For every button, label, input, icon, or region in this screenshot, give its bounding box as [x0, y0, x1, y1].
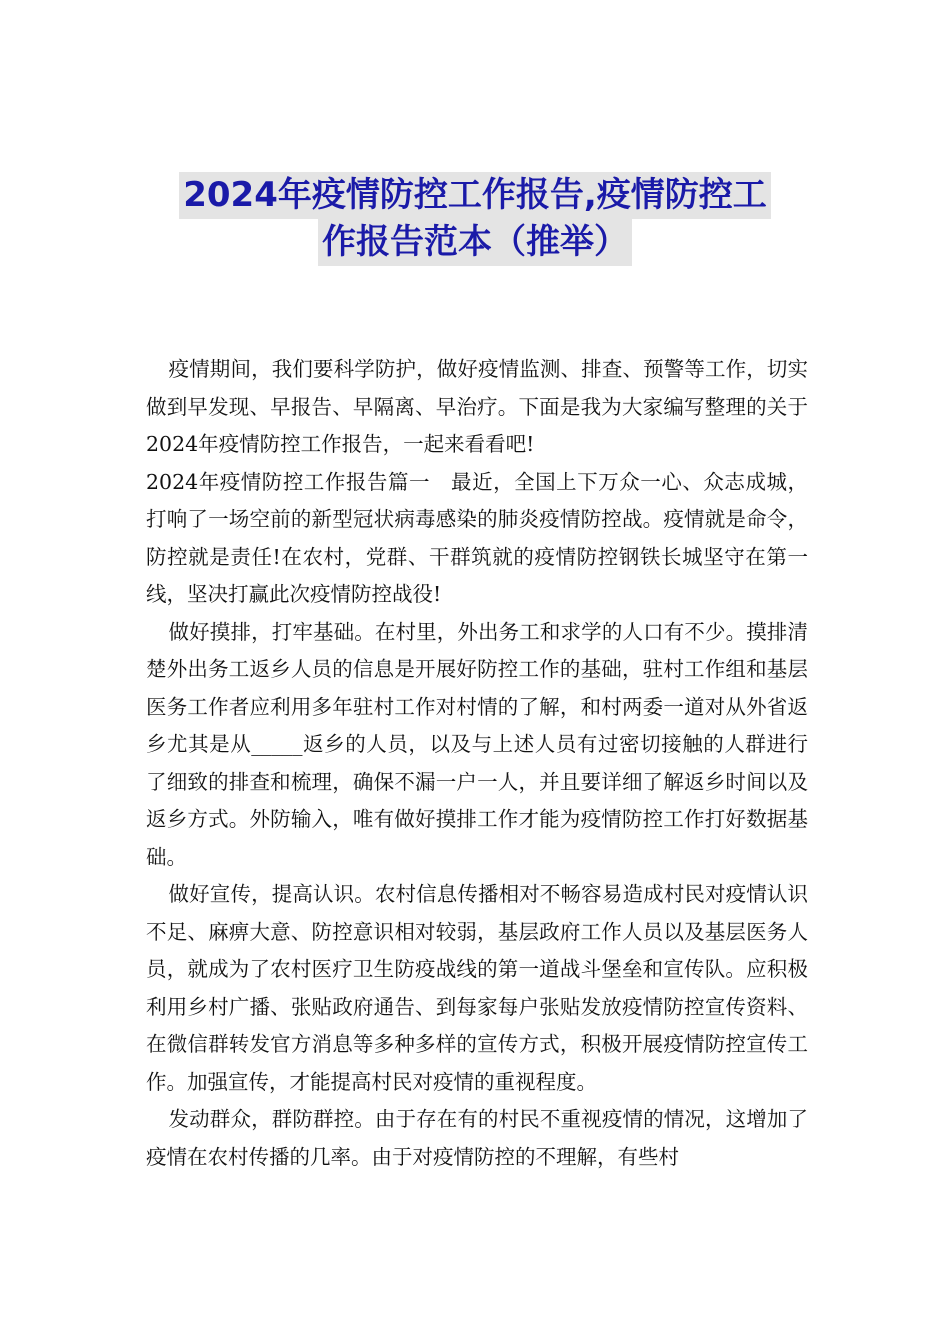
paragraph-survey: 做好摸排，打牢基础。在村里，外出务工和求学的人口有不少。摸排清楚外出务工返乡人员的信息是开展好防控工作的基础，驻村工作组和基层医务工作者应利用多年驻村工作对村情的了解，和村两委一道对从外省返乡尤其是从_____返乡的人员，以及与上述人员有过密切接触的人群进行了细致的排查和梳理，确保不漏一户一人，并且要详细了解返乡时间以及返乡方式。外防输入，唯有做好摸排工作才能为疫情防控工作打好数据基础。	[146, 619, 808, 869]
paragraph-section-one: 2024年疫情防控工作报告篇一 最近，全国上下万众一心、众志成城，打响了一场空前的新型冠状病毒感染的肺炎疫情防控战。疫情就是命令，防控就是责任!在农村，党群、干群筑就的疫情防控钢铁长城坚守在第一线，坚决打赢此次疫情防控战役!	[146, 469, 808, 606]
title-line-2: 作报告范本（推举）	[318, 219, 632, 266]
title-line-1: 2024年疫情防控工作报告,疫情防控工	[179, 172, 771, 219]
document-title	[0, 172, 950, 266]
paragraph-intro: 疫情期间，我们要科学防护，做好疫情监测、排查、预警等工作，切实做到早发现、早报告、早隔离、早治疗。下面是我为大家编写整理的关于2024年疫情防控工作报告，一起来看看吧!	[146, 357, 808, 456]
paragraph-publicity: 做好宣传，提高认识。农村信息传播相对不畅容易造成村民对疫情认识不足、麻痹大意、防控意识相对较弱，基层政府工作人员以及基层医务人员，就成为了农村医疗卫生防疫战线的第一道战斗堡垒和宣传队。应积极利用乡村广播、张贴政府通告、到每家每户张贴发放疫情防控宣传资料、在微信群转发官方消息等多种多样的宣传方式，积极开展疫情防控宣传工作。加强宣传，才能提高村民对疫情的重视程度。	[146, 882, 808, 1094]
document-body	[146, 351, 808, 1176]
paragraph-mobilize: 发动群众，群防群控。由于存在有的村民不重视疫情的情况，这增加了疫情在农村传播的几率。由于对疫情防控的不理解，有些村	[146, 1107, 808, 1169]
